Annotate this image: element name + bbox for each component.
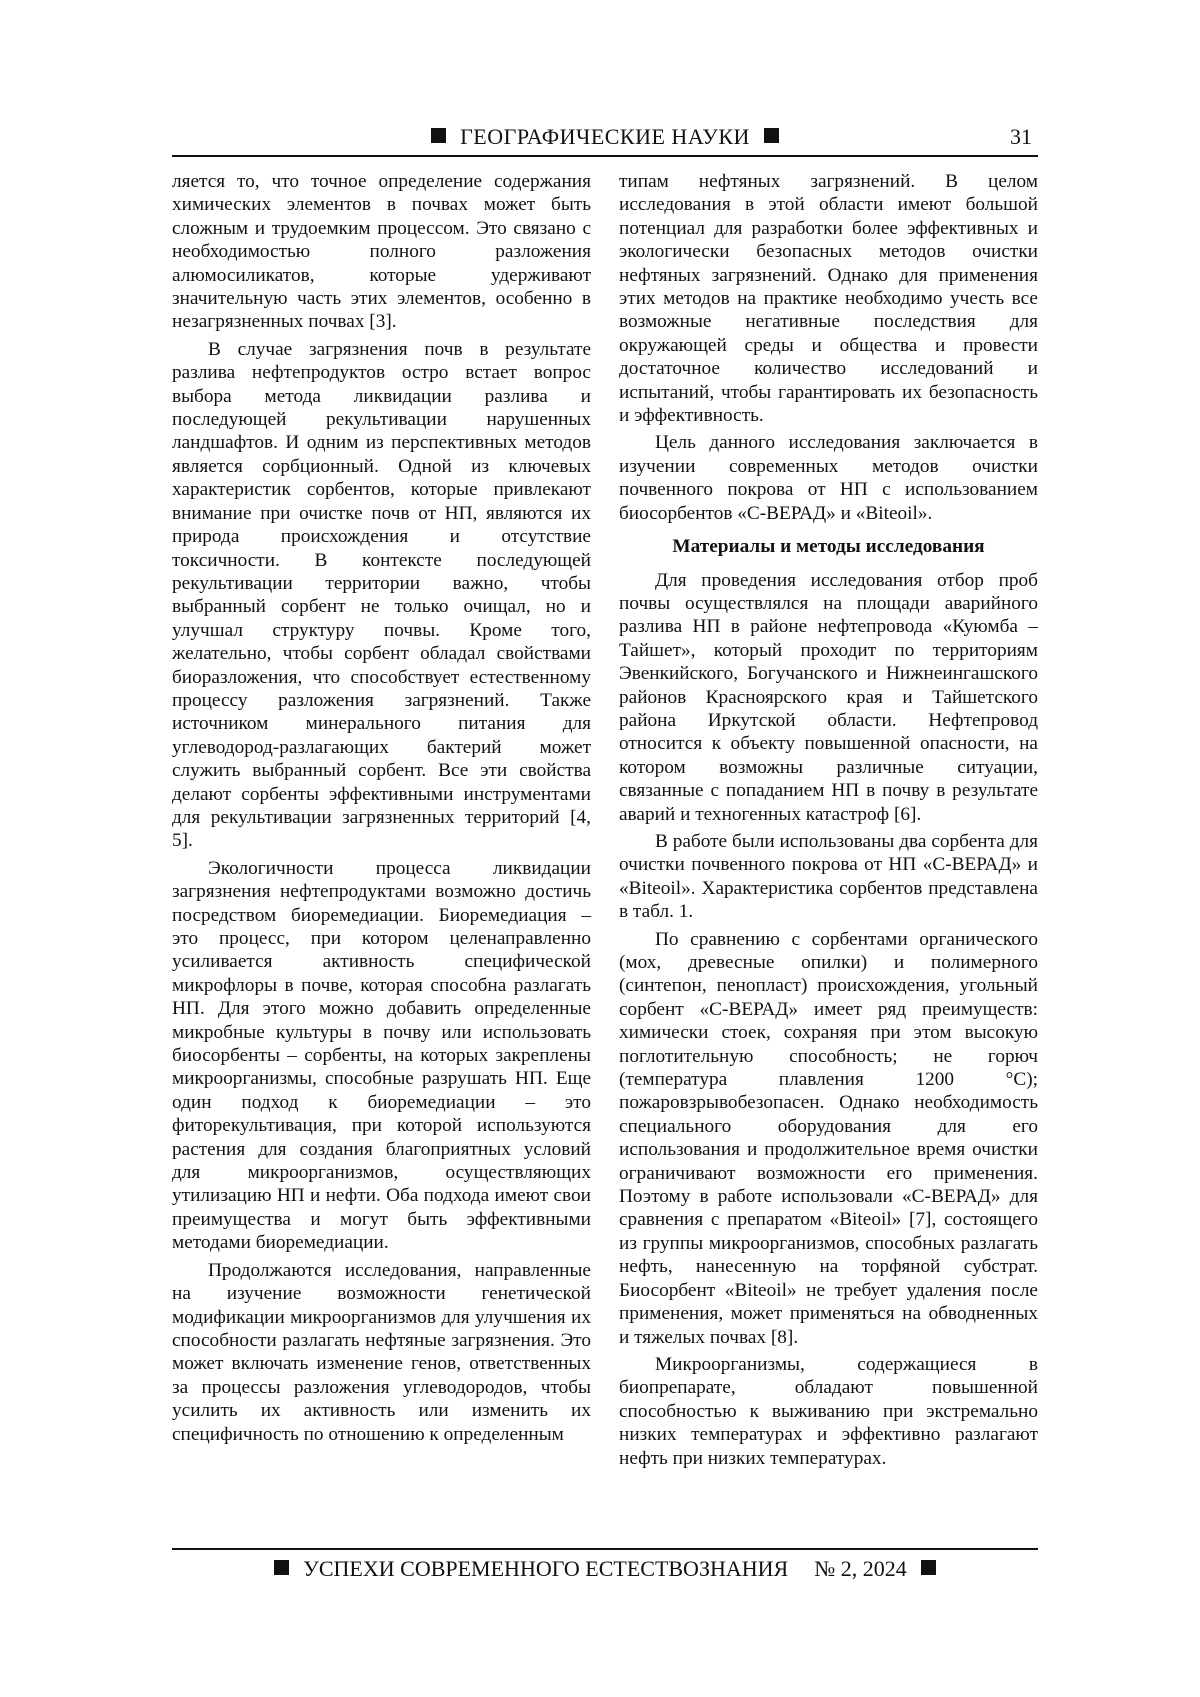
page-number: 31 <box>1010 124 1032 149</box>
paragraph: Экологичности процесса ликвидации загрязнения нефтепродуктами возможно достичь посредством биоремедиации. Биоремедиация – это процесс, при котором целенаправленно усиливается активность специфической микрофлоры в почве, которая способна разлагать НП. Для этого можно добавить определенные микробные культуры в почву или использовать биосорбенты – сорбенты, на которых закреплены микроорганизмы, способные разрушать НП. Еще один подход к биоремедиации – это фиторекультивация, при которой используются растения для создания благоприятных условий для микроорганизмов, осуществляющих утилизацию НП и нефти. Оба подхода имеют свои преимущества и могут быть эффективными методами биоремедиации. <box>172 857 591 1254</box>
page-header <box>172 120 1038 160</box>
left-column <box>172 170 591 1450</box>
footer-rule <box>172 1548 1038 1550</box>
running-head <box>172 124 1038 150</box>
header-rule <box>172 155 1038 157</box>
section-title: ГЕОГРАФИЧЕСКИЕ НАУКИ <box>460 124 750 149</box>
paragraph: Микроорганизмы, содержащиеся в биопрепарате, обладают повышенной способностью к выживанию при экстремально низких температурах и эффективно разлагают нефть при низких температурах. <box>619 1353 1038 1469</box>
paragraph: ляется то, что точное определение содержания химических элементов в почвах может быть сложным и трудоемким процессом. Это связано с необходимостью полного разложения алюмосиликатов, которые удерживают значительную часть этих элементов, особенно в незагрязненных почвах [3]. <box>172 171 591 333</box>
paragraph: Цель данного исследования заключается в изучении современных методов очистки почвенного покрова от НП с использованием биосорбентов «С-ВЕРАД» и «Biteoil». <box>619 432 1038 524</box>
section-heading: Материалы и методы исследования <box>672 536 985 558</box>
paragraph: По сравнению с сорбентами органического (мох, древесные опилки) и полимерного (синтепон, пенопласт) происхождения, угольный сорбент «С-ВЕРАД» имеет ряд преимуществ: химически стоек, сохраняя при этом высокую поглотительную способность; не горюч (температура плавления 1200 °С); пожаровзрывобезопасен. Однако необходимость специального оборудования для его использования и продолжительное время очистки ограничивают возможности его применения. Поэтому в работе использовали «С-ВЕРАД» для сравнения с препаратом «Biteoil» [7], состоящего из группы микроорганизмов, способных разлагать нефть, нанесенную на торфяной субстрат. Биосорбент «Biteoil» не требует удаления после применения, может применяться на обводненных и тяжелых почвах [8]. <box>619 928 1038 1348</box>
paragraph: типам нефтяных загрязнений. В целом исследования в этой области имеют большой потенциал для разработки более эффективных и экологически безопасных методов очистки нефтяных загрязнений. Однако для применения этих методов на практике необходимо учесть все возможные негативные последствия для окружающей среды и общества и провести достаточное количество исследований и испытаний, чтобы гарантировать их безопасность и эффективность. <box>619 171 1038 427</box>
paragraph: Для проведения исследования отбор проб почвы осуществлялся на площади аварийного разлива НП в районе нефтепровода «Куюмба – Тайшет», который проходит по территориям Эвенкийского, Богучанского и Нижнеингашского районов Красноярского края и Тайшетского района Иркутской области. Нефтепровод относится к объекту повышенной опасности, на котором возможны различные ситуации, связанные с попаданием НП в почву в результате аварий и техногенных катастроф [6]. <box>619 569 1038 825</box>
square-bullet-icon <box>431 128 446 143</box>
paragraph: Продолжаются исследования, направленные на изучение возможности генетической модификации микроорганизмов для улучшения их способности разлагать нефтяные загрязнения. Это может включать изменение генов, ответственных за процессы разложения углеводородов, чтобы усилить их активность или изменить их специфичность по отношению к определенным <box>172 1259 591 1445</box>
paragraph: В работе были использованы два сорбента для очистки почвенного покрова от НП «С-ВЕРАД» и «Biteoil». Характеристика сорбентов представлена в табл. 1. <box>619 830 1038 923</box>
paragraph: В случае загрязнения почв в результате разлива нефтепродуктов остро встает вопрос выбора метода ликвидации разлива и последующей рекультивации нарушенных ландшафтов. И одним из перспективных методов является сорбционный. Одной из ключевых характеристик сорбентов, которые привлекают внимание при очистке почв от НП, являются их природа происхождения и отсутствие токсичности. В контексте последующей рекультивации территории важно, чтобы выбранный сорбент не только очищал, но и улучшал структуру почвы. Кроме того, желательно, чтобы сорбент обладал свойствами биоразложения, что способствует естественному процессу разложения загрязнений. Также источником минерального питания для углеводород-разлагающих бактерий может служить выбранный сорбент. Все эти свойства делают сорбенты эффективными инструментами для рекультивации загрязненных территорий [4, 5]. <box>172 338 591 852</box>
square-bullet-icon <box>921 1560 936 1575</box>
issue-number: № 2, 2024 <box>814 1556 907 1581</box>
square-bullet-icon <box>274 1560 289 1575</box>
journal-title: УСПЕХИ СОВРЕМЕННОГО ЕСТЕСТВОЗНАНИЯ <box>303 1556 789 1581</box>
page-footer <box>172 1556 1038 1592</box>
square-bullet-icon <box>764 128 779 143</box>
right-column <box>619 170 1038 1474</box>
